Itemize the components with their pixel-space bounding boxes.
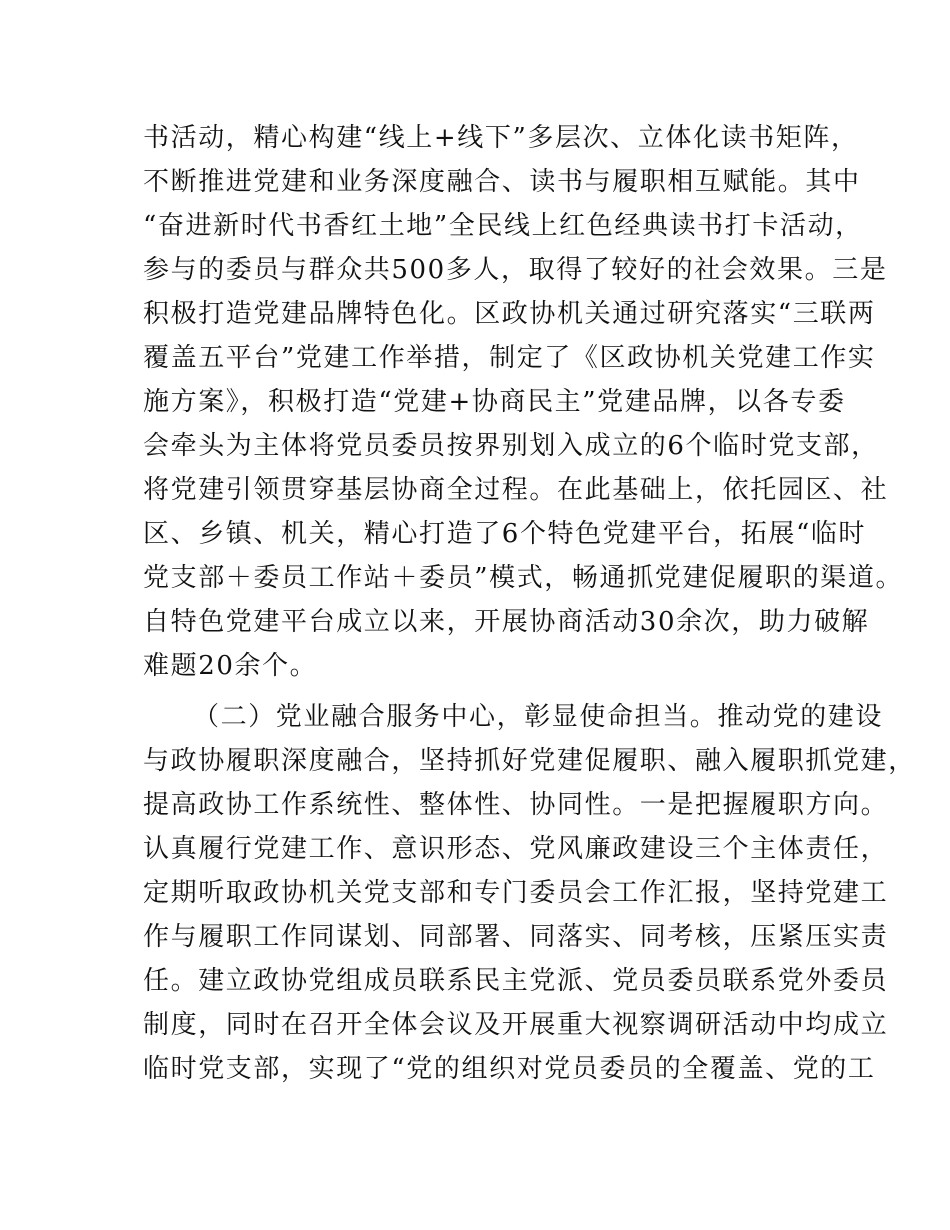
text-line: 覆盖五平台”党建工作举措，制定了《区政协机关党建工作实 [143, 343, 876, 373]
text-line: 不断推进党建和业务深度融合、读书与履职相互赋能。其中 [143, 167, 861, 197]
text-line: 会牵头为主体将党员委员按界别划入成立的6个临时党支部， [143, 431, 879, 461]
text-line: 书活动，精心构建“线上+线下”多层次、立体化读书矩阵， [143, 123, 859, 153]
text-line: 作与履职工作同谋划、同部署、同落实、同考核，压紧压实责 [143, 922, 889, 952]
text-line: 积极打造党建品牌特色化。区政协机关通过研究落实“三联两 [143, 299, 876, 329]
text-line: 自特色党建平台成立以来，开展协商活动30余次，助力破解 [143, 607, 870, 637]
text-line: 区、乡镇、机关，精心打造了6个特色党建平台，拓展“临时 [143, 519, 867, 549]
text-line: 任。建立政协党组成员联系民主党派、党员委员联系党外委员 [143, 966, 889, 996]
text-line: 党支部＋委员工作站＋委员”模式，畅通抓党建促履职的渠道。 [143, 563, 904, 593]
text-line: 参与的委员与群众共500多人，取得了较好的社会效果。三是 [143, 255, 888, 285]
text-line: “奋进新时代书香红土地”全民线上红色经典读书打卡活动， [143, 211, 863, 241]
text-line: 定期听取政协机关党支部和专门委员会工作汇报，坚持党建工 [143, 878, 889, 908]
text-line: 认真履行党建工作、意识形态、党风廉政建设三个主体责任， [143, 834, 889, 864]
text-line: 难题20余个。 [143, 651, 318, 681]
section-heading-line: （二）党业融合服务中心，彰显使命担当。推动党的建设 [193, 702, 884, 732]
text-line: 制度，同时在召开全体会议及开展重大视察调研活动中均成立 [143, 1010, 889, 1040]
text-line: 提高政协工作系统性、整体性、协同性。一是把握履职方向。 [143, 790, 889, 820]
text-line: 临时党支部，实现了“党的组织对党员委员的全覆盖、党的工 [143, 1054, 876, 1084]
text-line: 将党建引领贯穿基层协商全过程。在此基础上，依托园区、社 [143, 475, 889, 505]
text-line: 与政协履职深度融合，坚持抓好党建促履职、融入履职抓党建， [143, 746, 916, 776]
text-line: 施方案》，积极打造“党建+协商民主”党建品牌，以各专委 [143, 387, 846, 417]
